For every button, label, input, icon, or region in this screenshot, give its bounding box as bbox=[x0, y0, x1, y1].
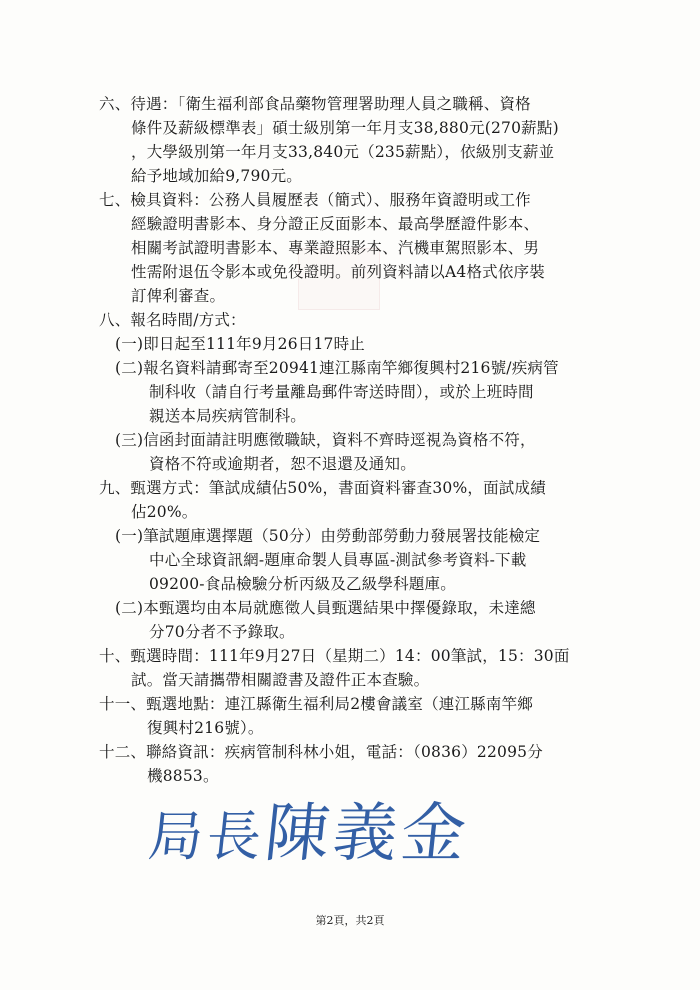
section-9-item-1-line-1: (一)筆試題庫選擇題（50分）由勞動部勞動力發展署技能檢定 bbox=[115, 527, 541, 545]
section-8-item-3-line-2: 資格不符或逾期者，恕不退還及通知。 bbox=[149, 455, 416, 473]
section-9-item-1-line-2: 中心全球資訊網-題庫命製人員專區-測試參考資料-下載 bbox=[149, 551, 527, 569]
section-6-line-4: 給予地域加給9,790元。 bbox=[131, 167, 302, 185]
page-number-footer: 第2頁，共2頁 bbox=[315, 914, 385, 927]
section-9-item-2-line-1: (二)本甄選均由本局就應徵人員甄選結果中擇優錄取，未達總 bbox=[115, 599, 536, 617]
signature-title: 局長 bbox=[145, 805, 269, 868]
section-6-line-3: ，大學級別第一年月支33,840元（235薪點），依級別支薪並 bbox=[131, 143, 555, 161]
section-6-line-1: 六、待遇：「衛生福利部食品藥物管理署助理人員之職稱、資格 bbox=[99, 95, 531, 113]
section-7-line-1: 七、檢具資料：公務人員履歷表（簡式）、服務年資證明或工作 bbox=[99, 191, 531, 209]
section-8-item-3-line-1: (三)信函封面請註明應徵職缺，資料不齊時逕視為資格不符， bbox=[115, 431, 536, 449]
section-7-line-2: 經驗證明書影本、身分證正反面影本、最高學歷證件影本、 bbox=[131, 215, 540, 233]
section-8-item-2-line-1: (二)報名資料請郵寄至20941連江縣南竿鄉復興村216號/疾病管 bbox=[115, 359, 559, 377]
section-8-item-2-line-2: 制科收（請自行考量離島郵件寄送時間），或於上班時間 bbox=[149, 383, 534, 401]
section-7-line-4: 性需附退伍令影本或免役證明。前列資料請以A4格式依序裝 bbox=[131, 263, 545, 281]
director-signature-stamp bbox=[145, 782, 475, 874]
section-10-line-1: 十、甄選時間：111年9月27日（星期二）14：00筆試，15：30面 bbox=[99, 647, 570, 665]
signature-name: 陳義金 bbox=[261, 797, 474, 871]
section-11-line-1: 十一、甄選地點：連江縣衛生福利局2樓會議室（連江縣南竿鄉 bbox=[99, 695, 533, 713]
section-8-item-1: (一)即日起至111年9月26日17時止 bbox=[115, 335, 365, 353]
section-10-line-2: 試。當天請攜帶相關證書及證件正本查驗。 bbox=[131, 671, 430, 689]
section-12-line-2: 機8853。 bbox=[147, 767, 219, 785]
section-11-line-2: 復興村216號）。 bbox=[147, 719, 264, 737]
section-9-item-2-line-2: 分70分者不予錄取。 bbox=[149, 623, 295, 641]
section-7-line-3: 相關考試證明書影本、專業證照影本、汽機車駕照影本、男 bbox=[131, 239, 540, 257]
section-9-item-1-line-3: 09200-食品檢驗分析丙級及乙級學科題庫。 bbox=[149, 575, 456, 593]
section-8-heading: 八、報名時間/方式： bbox=[99, 311, 246, 329]
section-7-line-5: 訂俾利審查。 bbox=[131, 287, 226, 305]
section-9-line-2: 佔20%。 bbox=[131, 503, 198, 521]
section-6-line-2: 條件及薪級標準表」碩士級別第一年月支38,880元(270薪點) bbox=[131, 119, 559, 137]
section-9-line-1: 九、甄選方式：筆試成績佔50%，書面資料審查30%，面試成績 bbox=[99, 479, 546, 497]
section-12-line-1: 十二、聯絡資訊：疾病管制科林小姐，電話：（0836）22095分 bbox=[99, 743, 543, 761]
section-8-item-2-line-3: 親送本局疾病管制科。 bbox=[149, 407, 307, 425]
